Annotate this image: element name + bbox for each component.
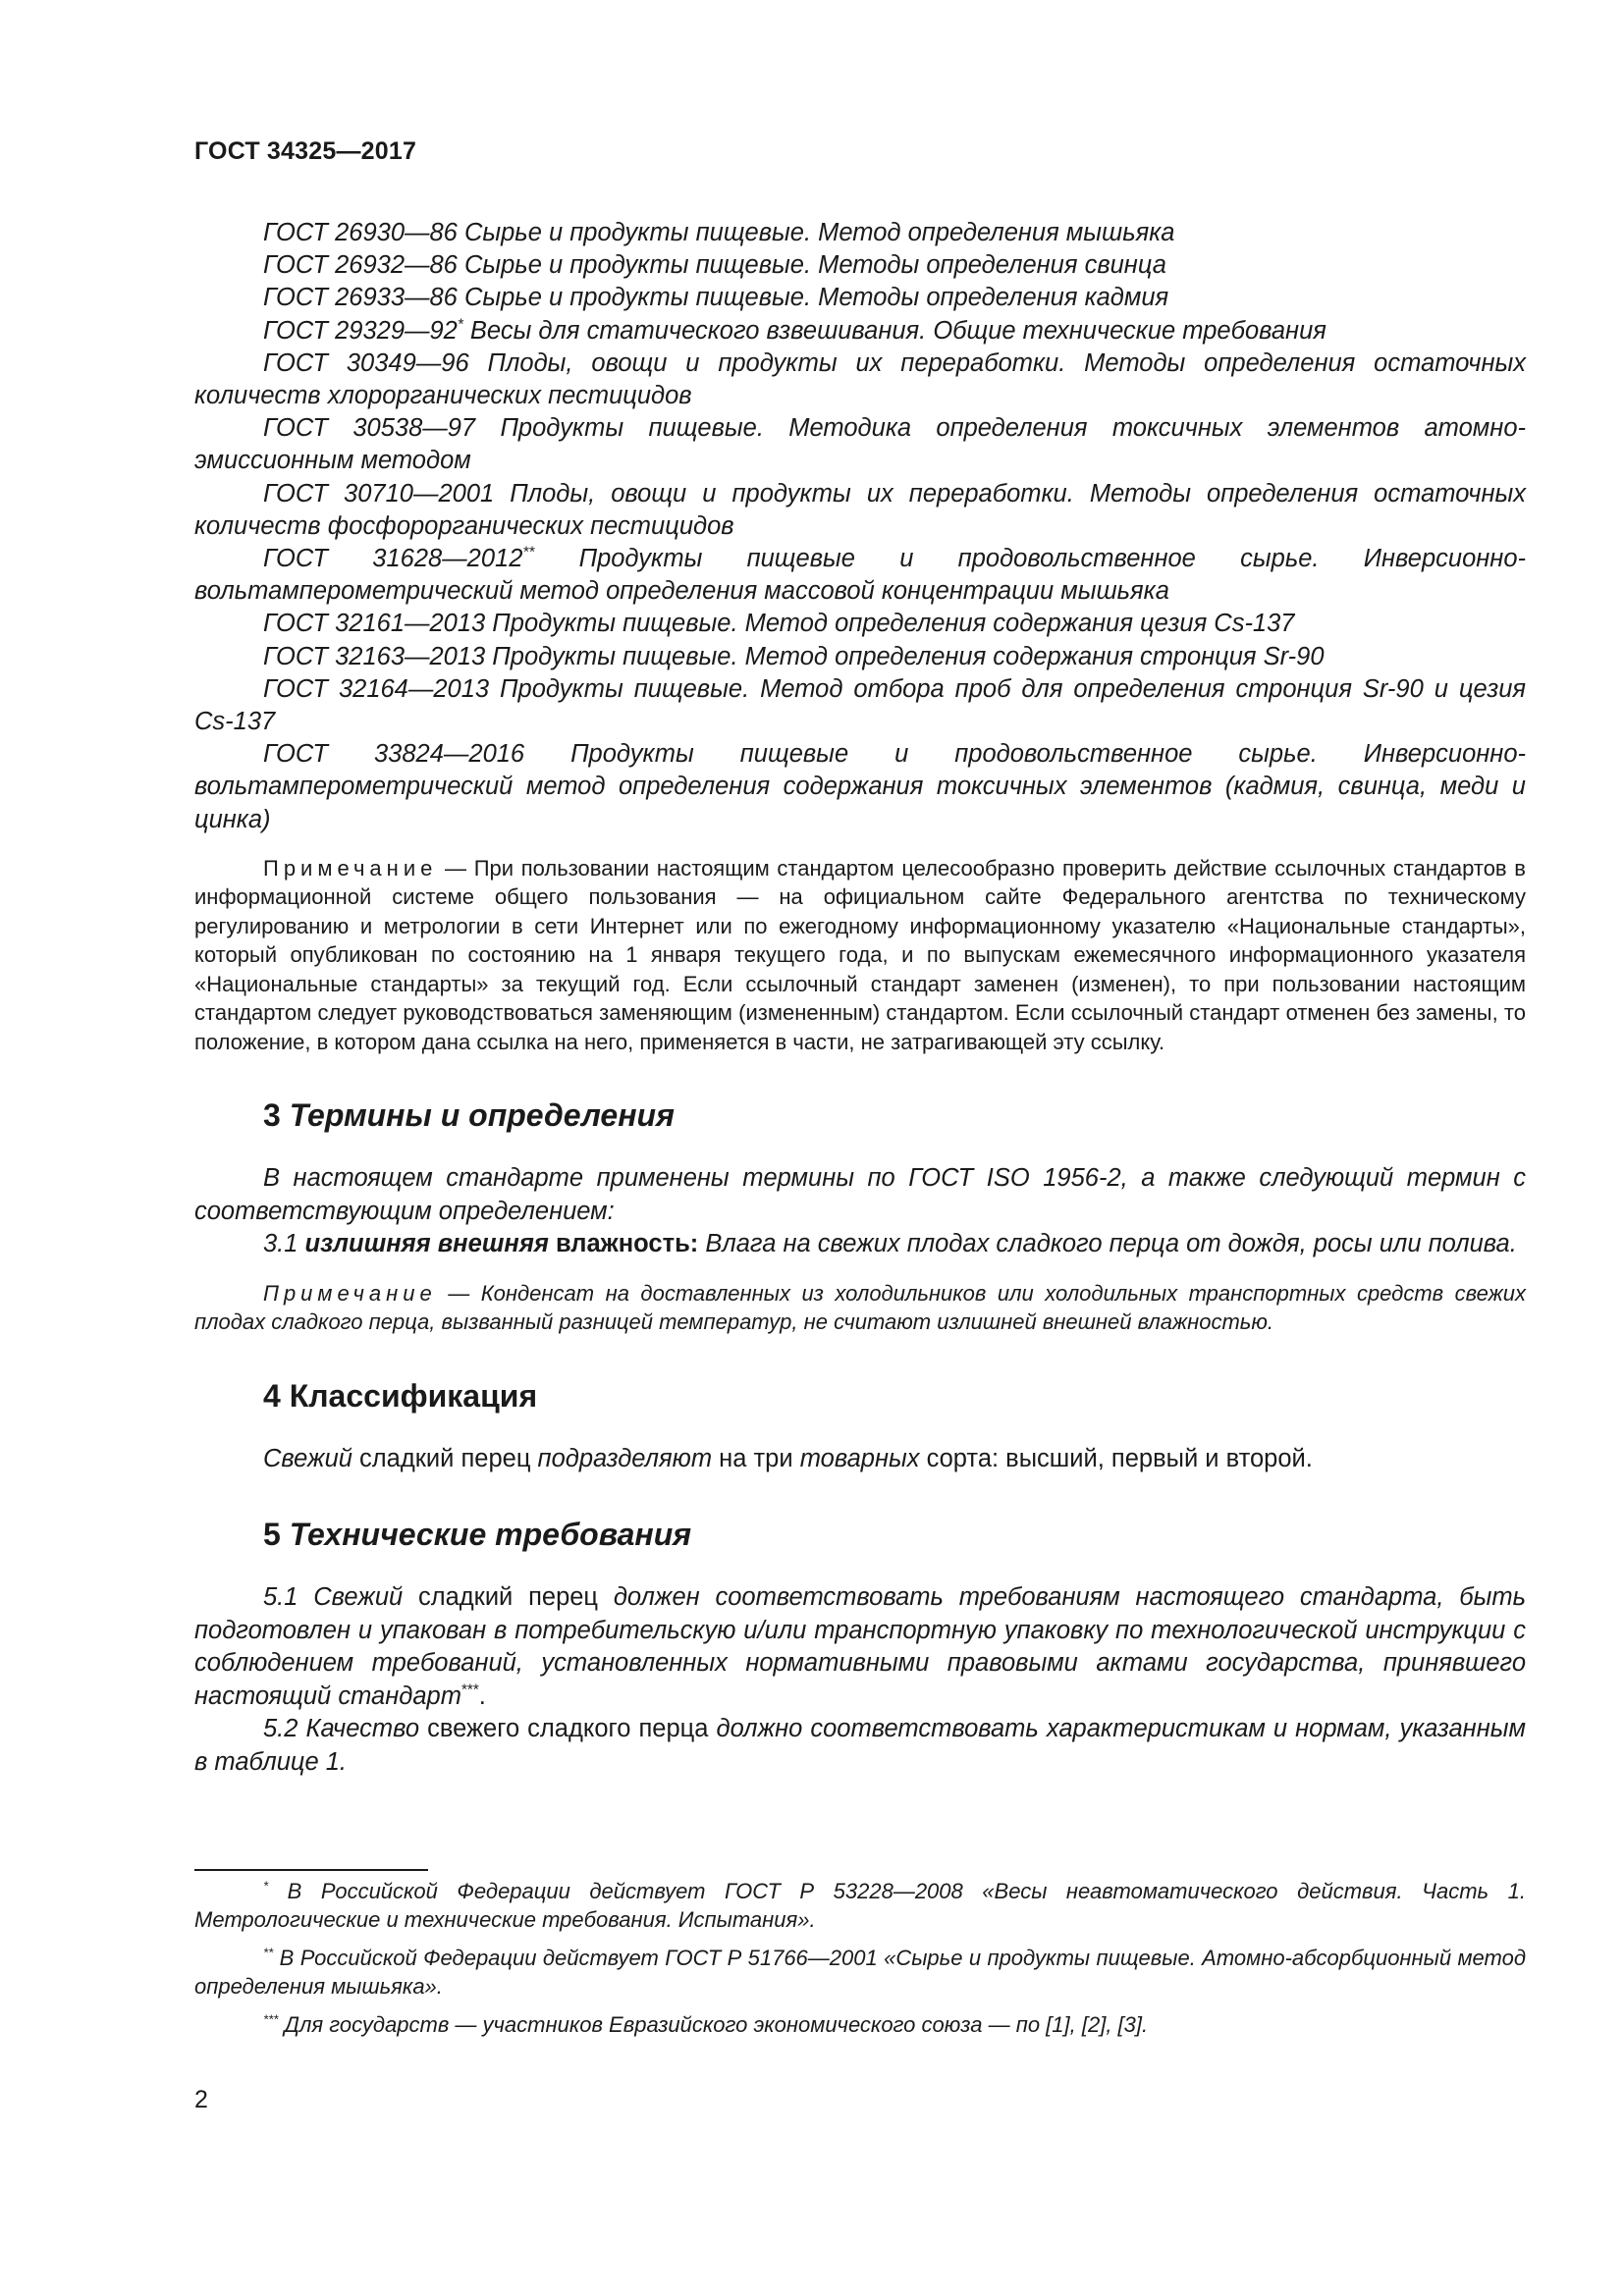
footnote-mark: *	[457, 316, 463, 334]
section-5-heading: 5 Технические требования	[263, 1517, 692, 1553]
reference-item: ГОСТ 32164—2013 Продукты пищевые. Метод отбора проб для определения стронция Sr-90 и цезия Cs-137	[194, 674, 1526, 736]
reference-item: ГОСТ 33824—2016 Продукты пищевые и продовольственное сырье. Инверсионно-вольтамперометрический метод определения содержания токсичных элементов (кадмия, свинца, меди и цинка)	[194, 740, 1526, 833]
reference-item: ГОСТ 30538—97 Продукты пищевые. Методика определения токсичных элементов атомно-эмиссионным методом	[194, 414, 1526, 475]
note-text: — При пользовании настоящим стандартом целесообразно проверить действие ссылочных стандартов в информационной системе общего пользования — на официальном сайте Федерального агентства по техническому регулированию и метрологии в сети Интернет или по ежегодному информационному указателю «Национальные стандарты», который опубликован по состоянию на 1 января текущего года, и по выпускам ежемесячного информационного указателя «Национальные стандарты» за текущий год. Если ссылочный стандарт заменен (изменен), то при пользовании настоящим стандартом следует руководствоваться заменяющим (измененным) стандартом. Если ссылочный стандарт отменен без замены, то положение, в котором дана ссылка на него, применяется в части, не затрагивающей эту ссылку.	[194, 855, 1526, 1054]
term-note: Примечание — Конденсат на доставленных из холодильников или холодильных транспортных средств свежих плодах сладкого перца, вызванный разницей температур, не считают излишней внешней влажностью.	[194, 1280, 1526, 1335]
term-definition: 3.1 излишняя внешняя влажность: Влага на свежих плодах сладкого перца от дождя, росы или полива.	[263, 1230, 1517, 1258]
section-5-2-text: 5.2 Качество свежего сладкого перца должно соответствовать характеристикам и нормам, указанным в таблице 1.	[194, 1715, 1526, 1776]
document-code: ГОСТ 34325—2017	[194, 137, 417, 165]
reference-item: ГОСТ 26930—86 Сырье и продукты пищевые. Метод определения мышьяка	[263, 219, 1175, 246]
section-5-1-text: 5.1 Свежий сладкий перец должен соответствовать требованиям настоящего стандарта, быть подготовлен и упакован в потребительскую и/или транспортную упаковку по технологической инструкции с соблюдением требований, установленных нормативными правовыми актами государства, принявшего настоящий стандарт***.	[194, 1583, 1526, 1710]
section-3-heading: 3 Термины и определения	[263, 1097, 675, 1134]
section-3-intro: В настоящем стандарте применены термины по ГОСТ ISO 1956-2, а также следующий термин с соответствующим определением:	[194, 1164, 1526, 1225]
note-label: Примечание	[263, 855, 438, 881]
reference-item: ГОСТ 29329—92* Весы для статического взвешивания. Общие технические требования	[263, 316, 1326, 345]
footnotes	[194, 1877, 1526, 2049]
footnote-item: * В Российской Федерации действует ГОСТ Р 53228—2008 «Весы неавтоматического действия. Часть 1. Метрологические и технические требования. Испытания».	[194, 1878, 1526, 1932]
reference-item: ГОСТ 26932—86 Сырье и продукты пищевые. Методы определения свинца	[263, 251, 1166, 280]
footnote-divider	[194, 1869, 428, 1871]
footnote-mark: ***	[460, 1682, 479, 1699]
page-number: 2	[194, 2086, 208, 2113]
references-list	[194, 217, 1526, 836]
section-4-text: Свежий сладкий перец подразделяют на три товарных сорта: высший, первый и второй.	[263, 1444, 1313, 1472]
document-page	[194, 137, 1526, 1779]
reference-item: ГОСТ 32163—2013 Продукты пищевые. Метод определения содержания стронция Sr-90	[263, 642, 1325, 670]
reference-item: ГОСТ 31628—2012** Продукты пищевые и продовольственное сырье. Инверсионно-вольтамперометрический метод определения массовой концентрации мышьяка	[194, 544, 1527, 606]
footnote-item: ** В Российской Федерации действует ГОСТ Р 51766—2001 «Сырье и продукты пищевые. Атомно-абсорбционный метод определения мышьяка».	[194, 1945, 1526, 1999]
reference-item: ГОСТ 32161—2013 Продукты пищевые. Метод определения содержания цезия Cs-137	[263, 610, 1295, 638]
footnote-item: *** Для государств — участников Евразийского экономического союза — по [1], [2], [3].	[263, 2011, 1149, 2037]
references-note	[194, 854, 1526, 1057]
reference-item: ГОСТ 30349—96 Плоды, овощи и продукты их переработки. Методы определения остаточных количеств хлорорганических пестицидов	[194, 348, 1526, 410]
footnote-mark: **	[522, 544, 535, 561]
reference-item: ГОСТ 26933—86 Сырье и продукты пищевые. Методы определения кадмия	[263, 284, 1169, 312]
section-4-heading: 4 Классификация	[263, 1377, 538, 1414]
reference-item: ГОСТ 30710—2001 Плоды, овощи и продукты их переработки. Методы определения остаточных количеств фосфорорганических пестицидов	[194, 479, 1526, 540]
